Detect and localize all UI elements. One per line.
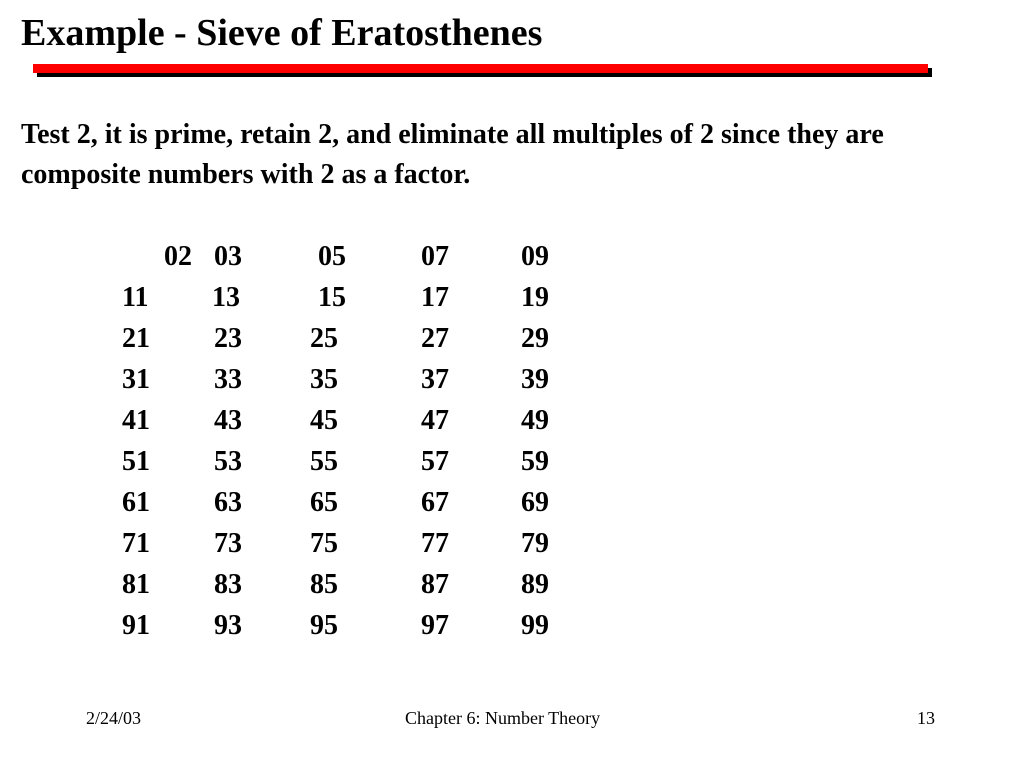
number-cell: 79 <box>521 528 549 559</box>
number-cell: 41 <box>122 405 150 436</box>
footer-page-number: 13 <box>917 708 935 728</box>
number-cell: 85 <box>310 569 338 600</box>
number-cell: 55 <box>310 446 338 477</box>
number-cell: 02 <box>164 241 192 272</box>
number-cell: 03 <box>214 241 242 272</box>
number-cell: 83 <box>214 569 242 600</box>
number-cell: 27 <box>421 323 449 354</box>
number-cell: 73 <box>214 528 242 559</box>
footer-date: 2/24/03 <box>86 708 142 728</box>
number-cell: 75 <box>310 528 338 559</box>
number-cell: 05 <box>318 241 346 272</box>
number-cell: 91 <box>122 610 150 641</box>
slide-title: Example - Sieve of Eratosthenes <box>21 12 543 54</box>
number-cell: 07 <box>421 241 449 272</box>
footer-chapter: Chapter 6: Number Theory <box>405 708 601 728</box>
number-cell: 63 <box>214 487 242 518</box>
number-cell: 23 <box>214 323 242 354</box>
number-cell: 39 <box>521 364 549 395</box>
number-cell: 89 <box>521 569 549 600</box>
number-cell: 87 <box>421 569 449 600</box>
number-cell: 95 <box>310 610 338 641</box>
number-cell: 47 <box>421 405 449 436</box>
number-cell: 19 <box>521 282 549 313</box>
number-cell: 77 <box>421 528 449 559</box>
number-cell: 21 <box>122 323 150 354</box>
number-cell: 97 <box>421 610 449 641</box>
number-cell: 29 <box>521 323 549 354</box>
number-cell: 57 <box>421 446 449 477</box>
number-cell: 71 <box>122 528 150 559</box>
number-cell: 13 <box>212 282 240 313</box>
number-cell: 49 <box>521 405 549 436</box>
slide-body-text: Test 2, it is prime, retain 2, and eliminate all multiples of 2 since they are composite numbers with 2 as a factor. <box>21 119 884 190</box>
number-cell: 59 <box>521 446 549 477</box>
number-cell: 61 <box>122 487 150 518</box>
number-cell: 45 <box>310 405 338 436</box>
number-cell: 31 <box>122 364 150 395</box>
number-cell: 51 <box>122 446 150 477</box>
number-cell: 17 <box>421 282 449 313</box>
number-cell: 15 <box>318 282 346 313</box>
number-cell: 65 <box>310 487 338 518</box>
number-cell: 37 <box>421 364 449 395</box>
number-cell: 35 <box>310 364 338 395</box>
number-cell: 53 <box>214 446 242 477</box>
number-cell: 25 <box>310 323 338 354</box>
number-cell: 09 <box>521 241 549 272</box>
number-cell: 99 <box>521 610 549 641</box>
number-cell: 69 <box>521 487 549 518</box>
number-cell: 43 <box>214 405 242 436</box>
number-cell: 11 <box>122 282 149 313</box>
number-cell: 33 <box>214 364 242 395</box>
number-cell: 81 <box>122 569 150 600</box>
number-cell: 93 <box>214 610 242 641</box>
number-cell: 67 <box>421 487 449 518</box>
